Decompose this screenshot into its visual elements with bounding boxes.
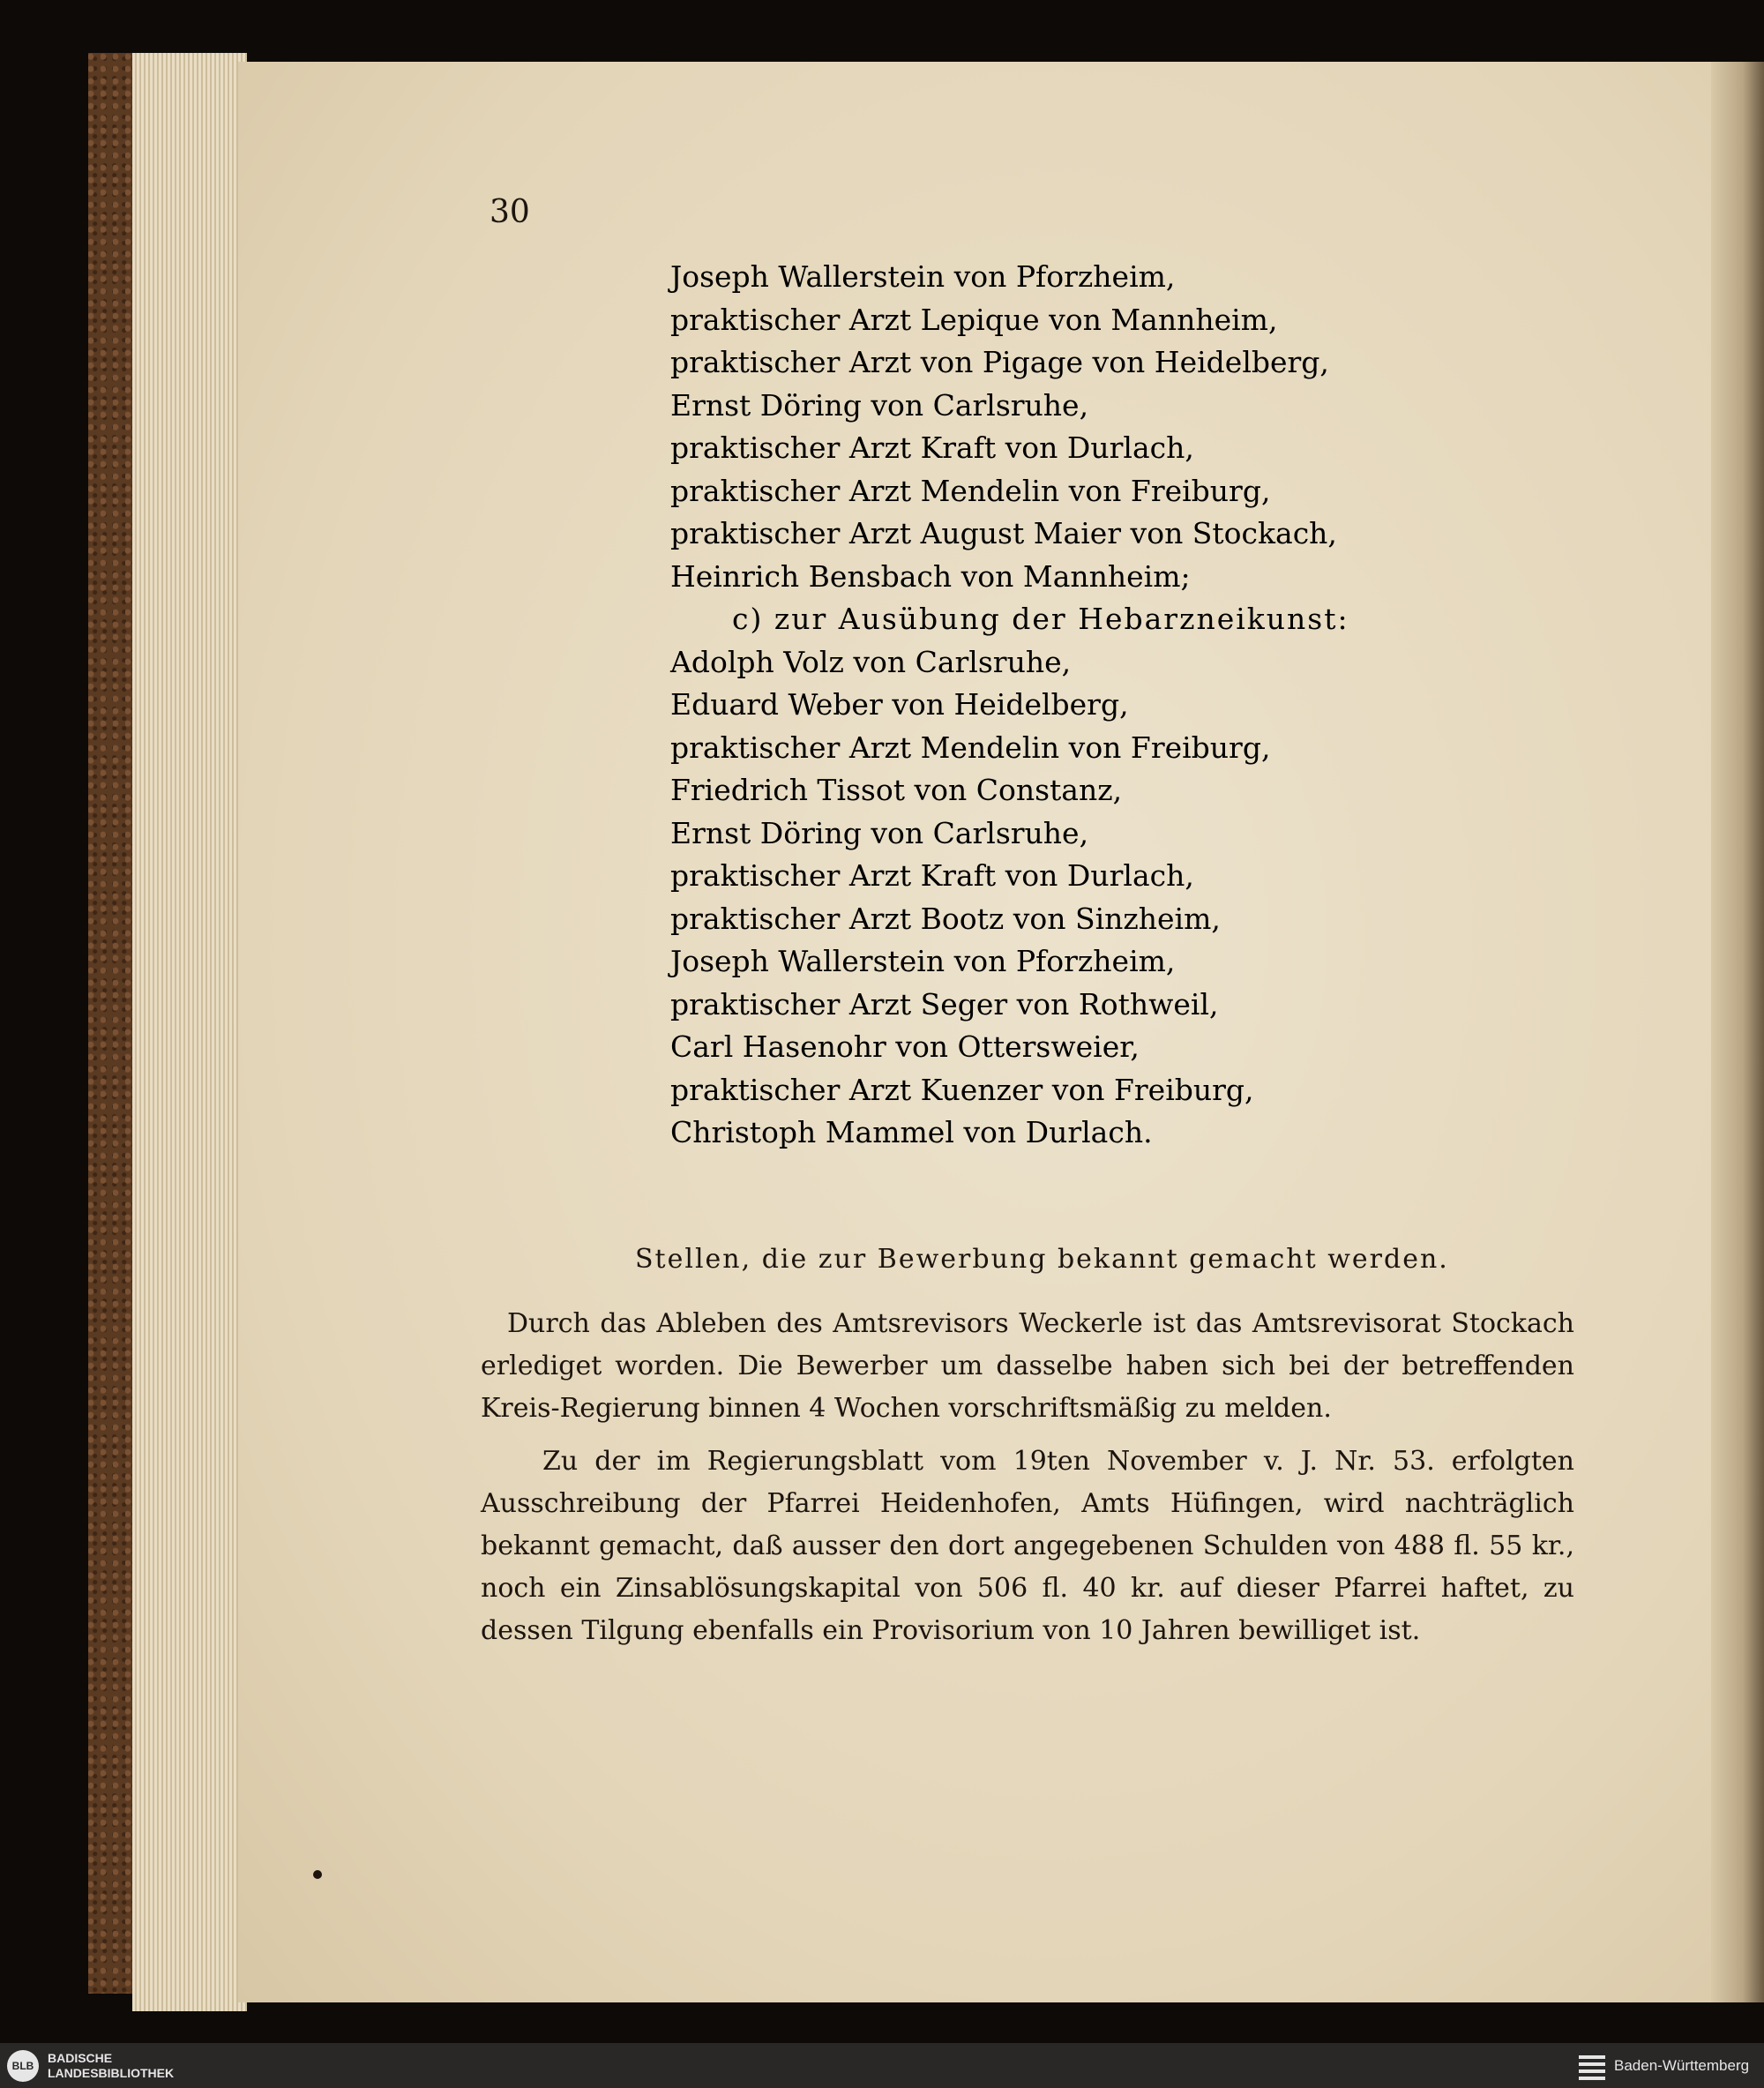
list-item: praktischer Arzt Lepique von Mannheim, <box>670 302 1278 337</box>
list-item: praktischer Arzt Bootz von Sinzheim, <box>670 901 1221 936</box>
list-item: praktischer Arzt von Pigage von Heidelberg, <box>670 345 1329 379</box>
list-item: Adolph Volz von Carlsruhe, <box>670 644 1072 679</box>
list-subheading: c) zur Ausübung der Hebarzneikunst: <box>732 602 1349 636</box>
baden-wuerttemberg-emblem-icon <box>1579 2052 1605 2080</box>
list-item: praktischer Arzt August Maier von Stockach, <box>670 516 1337 550</box>
list-item: praktischer Arzt Mendelin von Freiburg, <box>670 473 1271 508</box>
list-item: Friedrich Tissot von Constanz, <box>670 773 1123 807</box>
list-item: Eduard Weber von Heidelberg, <box>670 687 1129 722</box>
list-item: praktischer Arzt Kuenzer von Freiburg, <box>670 1072 1254 1107</box>
name-list <box>670 256 1349 1155</box>
list-item: Christoph Mammel von Durlach. <box>670 1115 1153 1149</box>
library-name <box>48 2051 174 2081</box>
library-name-line2: LANDESBIBLIOTHEK <box>48 2066 175 2080</box>
list-item: Joseph Wallerstein von Pforzheim, <box>670 259 1176 294</box>
blb-logo[interactable]: BLB <box>7 2050 39 2082</box>
list-item: praktischer Arzt Mendelin von Freiburg, <box>670 730 1271 765</box>
paragraph-amtsrevisorat: Durch das Ableben des Amtsrevisors Weckerle ist das Amtsrevisorat Stockach erlediget worden. Die Bewerber um dasselbe haben sich bei der betreffenden Kreis-Regierung binnen 4 Wochen vorschriftsmäßig zu melden. <box>481 1308 1574 1424</box>
list-item: Ernst Döring von Carlsruhe, <box>670 815 1089 850</box>
section-heading: Stellen, die zur Bewerbung bekannt gemacht werden. <box>635 1244 1449 1275</box>
list-item: Heinrich Bensbach von Mannheim; <box>670 558 1191 594</box>
list-item: Joseph Wallerstein von Pforzheim, <box>670 944 1176 978</box>
list-item: praktischer Arzt Kraft von Durlach, <box>670 858 1194 893</box>
list-item: Carl Hasenohr von Ottersweier, <box>670 1029 1140 1064</box>
list-item: praktischer Arzt Kraft von Durlach, <box>670 430 1194 465</box>
page-stack-edges <box>132 53 247 2011</box>
list-item: praktischer Arzt Seger von Rothweil, <box>670 986 1219 1022</box>
paragraph-pfarrei: Zu der im Regierungsblatt vom 19ten November v. J. Nr. 53. erfolgten Ausschreibung der Pfarrei Heidenhofen, Amts Hüfingen, wird nachträglich bekannt gemacht, daß ausser den dort angegebenen Schulden von 488 fl. 55 kr., noch ein Zinsablösungskapital von 506 fl. 40 kr. auf dieser Pfarrei haftet, zu dessen Tilgung ebenfalls ein Provisorium von 10 Jahren bewilliget ist. <box>481 1446 1574 1646</box>
list-item: Ernst Döring von Carlsruhe, <box>670 387 1089 423</box>
page-number: 30 <box>490 194 530 230</box>
state-name[interactable]: Baden-Württemberg <box>1614 2057 1750 2074</box>
ink-mark <box>313 1870 322 1879</box>
library-name-line1: BADISCHE <box>48 2051 113 2065</box>
page-gutter <box>1711 62 1764 2002</box>
footer-bar <box>0 2043 1764 2088</box>
